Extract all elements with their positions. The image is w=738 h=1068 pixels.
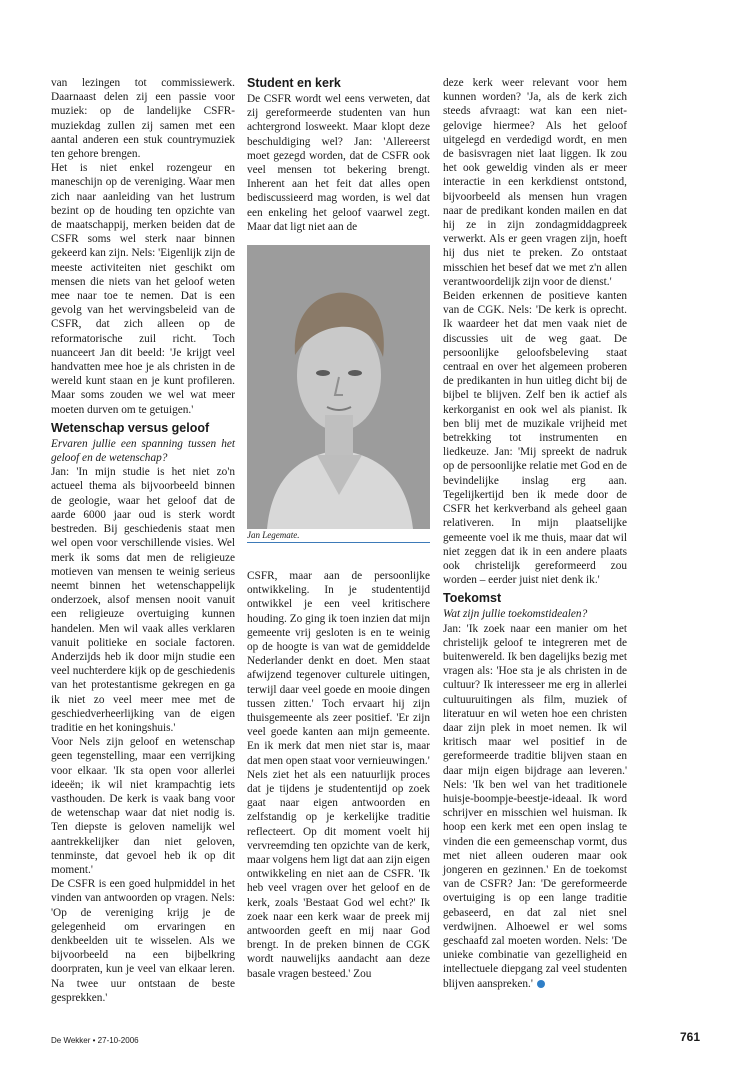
paragraph: Nels ziet het als een natuurlijk proces dat je tijdens je studententijd op zoek gaat naar eigen antwoorden en zelfstandig op je kerkelijke traditie reflecteert. Op dit moment voelt hij vervreemding ten opzichte van de kerk, maar volgens hem ligt dat aan zijn eigen ontwikkeling en niet aan de CSFR. 'Ik heb veel vragen over het geloof en de kerk, zoals 'Bestaat God wel echt?' Ik zoek naar een kerk waar de preek mij antwoorden geeft en mij naar God brengt. In de preken binnen de CGK wordt nauwelijks aandacht aan deze basale vragen besteed.' Zou	[247, 768, 430, 980]
portrait-photo	[247, 245, 430, 529]
question: Ervaren jullie een spanning tussen het geloof en de wetenschap?	[51, 437, 235, 465]
column-1	[51, 76, 235, 1005]
paragraph: De CSFR wordt wel eens verweten, dat zij gereformeerde studenten van hun achtergrond losweekt. Maar klopt deze beschuldiging wel? Jan: 'Allereerst moet gezegd worden, dat de CSFR ook veel mensen tot bekering brengt. Inherent aan het feit dat alles open bediscussieerd mag worden, is wel dat een enkeling het geloof vaarwel zegt. Maar dat ligt niet aan de	[247, 93, 430, 233]
paragraph: deze kerk weer relevant voor hem kunnen worden? 'Ja, als de kerk zich steeds afvraagt: wat kan een niet-gelovige hiermee? Als het geloof uitgelegd en verdedigd wordt, en men de basisvragen niet laat liggen. Ik zou het ook geweldig vinden als er meer interactie in een kerkdienst ontstond, bijvoorbeeld als mensen hun vragen naar de predikant konden mailen en dat hij ze in zijn zondagmiddagpreek verwerkt. Als er geen vragen zijn, hoeft hij dus niet te preken. Zo ontstaat misschien het besef dat we met z'n allen verantwoordelijk zijn voor de dienst.'	[443, 77, 627, 288]
paragraph: Jan: 'In mijn studie is het niet zo'n actueel thema als bijvoorbeeld binnen de geologie, waar het geloof dat de aarde 6000 jaar oud is sterk wordt bestreden. Bij geschiedenis staat men wel open voor verschillende visies. Wel merk ik soms dat men de religieuze motieven van mensen te weinig serieus neemt binnen het wetenschappelijk onderzoek, alsof mensen nooit vanuit een religieuze overtuiging kunnen handelen. Men wil vaak alles verklaren vanuit politieke en sociale factoren. Anderzijds heb ik door mijn studie een veel nuchterdere kijk op de geschiedenis van het protestantisme gekregen en ga ik niet zo veel meer mee met de geschiedverheerlijking van de eigen traditie en het koningshuis.'	[51, 466, 235, 734]
portrait-illustration	[247, 245, 430, 529]
paragraph: De CSFR is een goed hulpmiddel in het vinden van antwoorden op vragen. Nels: 'Op de vereniging krijg je de gelegenheid om ervaringen en denkbeelden uit te wisselen. Als we bijvoorbeeld na een bijbelkring doorpraten, kun je veel van elkaar leren. Na twee uur ontstaan de beste gesprekken.'	[51, 878, 235, 1004]
end-mark-icon	[537, 980, 545, 988]
paragraph-text: Jan: 'Ik zoek naar een manier om het christelijk geloof te integreren met de buitenwereld. Ik ben dagelijks bezig met vragen als: 'Hoe sta je als christen in de cultuur? Ik interesseer me erg in allerlei cultuuruitingen als film, muziek of literatuur en wil weten hoe een christen daar zijn plek in moet nemen. Ik wil kritisch maar wel positief in de gereformeerde traditie blijven staan en daar mijn eigen bijdrage aan leveren.' Nels: 'Ik ben wel van het traditionele huisje-boompje-beestje-ideaal. Ik word schrijver en misschien wel huisman. Ik hoop een kerk met een open inslag te vinden die een gemeenschap vormt, dus met niet alleen ouderen maar ook jongeren en gezinnen.' En de toekomst van de CSFR? Jan: 'De gereformeerde overtuiging is op een lange traditie gebaseerd, en dat zal niet snel verdwijnen. Alhoewel er wel soms geschaafd zal moeten worden. Nels: 'De unieke combinatie van gezelligheid en intellectuele diepgang zal veel studenten blijven aanspreken.'	[443, 622, 627, 990]
paragraph: Voor Nels zijn geloof en wetenschap geen tegenstelling, maar een verrijking voor elkaar. 'Ik sta open voor allerlei ideeën; ik wil niet krampachtig iets vasthouden. De kerk is vaak bang voor de wetenschap waar dat niet nodig is. Ten diepste is geloven namelijk wel aantrekkelijker dan niet geloven, tenminste, dat gevoel heb ik op dit moment.'	[51, 736, 235, 876]
question: Wat zijn jullie toekomstidealen?	[443, 608, 588, 621]
paragraph: Beiden erkennen de positieve kanten van de CGK. Nels: 'De kerk is oprecht. Ik waardeer het dat men vaak niet de discussies uit de weg gaat. De persoonlijke geloofsbeleving staat centraal en over het algemeen proberen de predikanten in hun uitleg dicht bij de bijbel te blijven. Zelf ben ik actief als kerkorganist en ook wel als pianist. Ik ben blij met de muzikale vrijheid met betrekking tot instrumenten en liedkeuze. Jan: 'Mij spreekt de nadruk op de persoonlijke relatie met God en de bevindelijke inslag erg aan. Tegelijkertijd ben ik mede door de CSFR het kerkverband als geheel gaan relativeren. In mijn plaatselijke gemeente voel ik me thuis, maar dat wil niet zeggen dat ik in een andere plaats ook christelijk gereformeerd zou worden – eerder juist niet denk ik.'	[443, 290, 627, 587]
paragraph: van lezingen tot commissiewerk. Daarnaast delen zij een passie voor muziek: op de landelijke CSFR-muziekdag zullen zij samen met een aantal anderen een stuk countrymuziek ten gehore brengen.	[51, 77, 235, 161]
section-heading-wetenschap: Wetenschap versus geloof	[51, 420, 210, 435]
column-2-continued	[247, 569, 430, 981]
paragraph: Het is niet enkel rozengeur en maneschijn op de vereniging. Waar men zich naar aanleiding van het lustrum bezint op de houding ten opzichte van de maatschappij, merken beiden dat de CSFR soms wel sterk naar binnen gekeerd kan zijn. Nels: 'Eigenlijk zijn de meeste activiteiten niet geschikt om mensen die niets van het geloof weten mee naar toe te nemen. Dat is een gevolg van het wervingsbeleid van de CSFR, dat zich alleen op de reformatorische zuil richt. Toch nuanceert Jan dit beeld: 'Je krijgt veel handvatten mee hoe je als christen in de wereld kunt staan en je kunt profileren. Maar soms zouden we wel wat meer moeten durven om te getuigen.'	[51, 162, 235, 416]
section-heading-student-en-kerk: Student en kerk	[247, 76, 341, 90]
paragraph	[443, 622, 627, 991]
column-2	[247, 76, 430, 234]
photo-caption: Jan Legemate.	[247, 530, 430, 543]
footer-publication: De Wekker • 27-10-2006	[51, 1036, 139, 1045]
page-number: 761	[679, 1030, 700, 1044]
paragraph: CSFR, maar aan de persoonlijke ontwikkeling. In je studententijd ontwikkel je een veel kritischere houding. Zo ging ik toen inzien dat mijn gemeente vrij gesloten is en te weinig op de hoogte is van wat de gemiddelde Nederlander denkt en doet. Men staat afwijzend tegenover culturele uitingen, terwijl daar veel goede en mooie dingen tussen zitten.' Toch ervaart hij zijn thuisgemeente als zeer positief. 'Er zijn veel goede kanten aan mijn gemeente. En ik merk dat men niet star is, maar dat men open staat voor vernieuwingen.'	[247, 570, 430, 767]
section-heading-toekomst: Toekomst	[443, 591, 502, 606]
column-3	[443, 76, 627, 991]
